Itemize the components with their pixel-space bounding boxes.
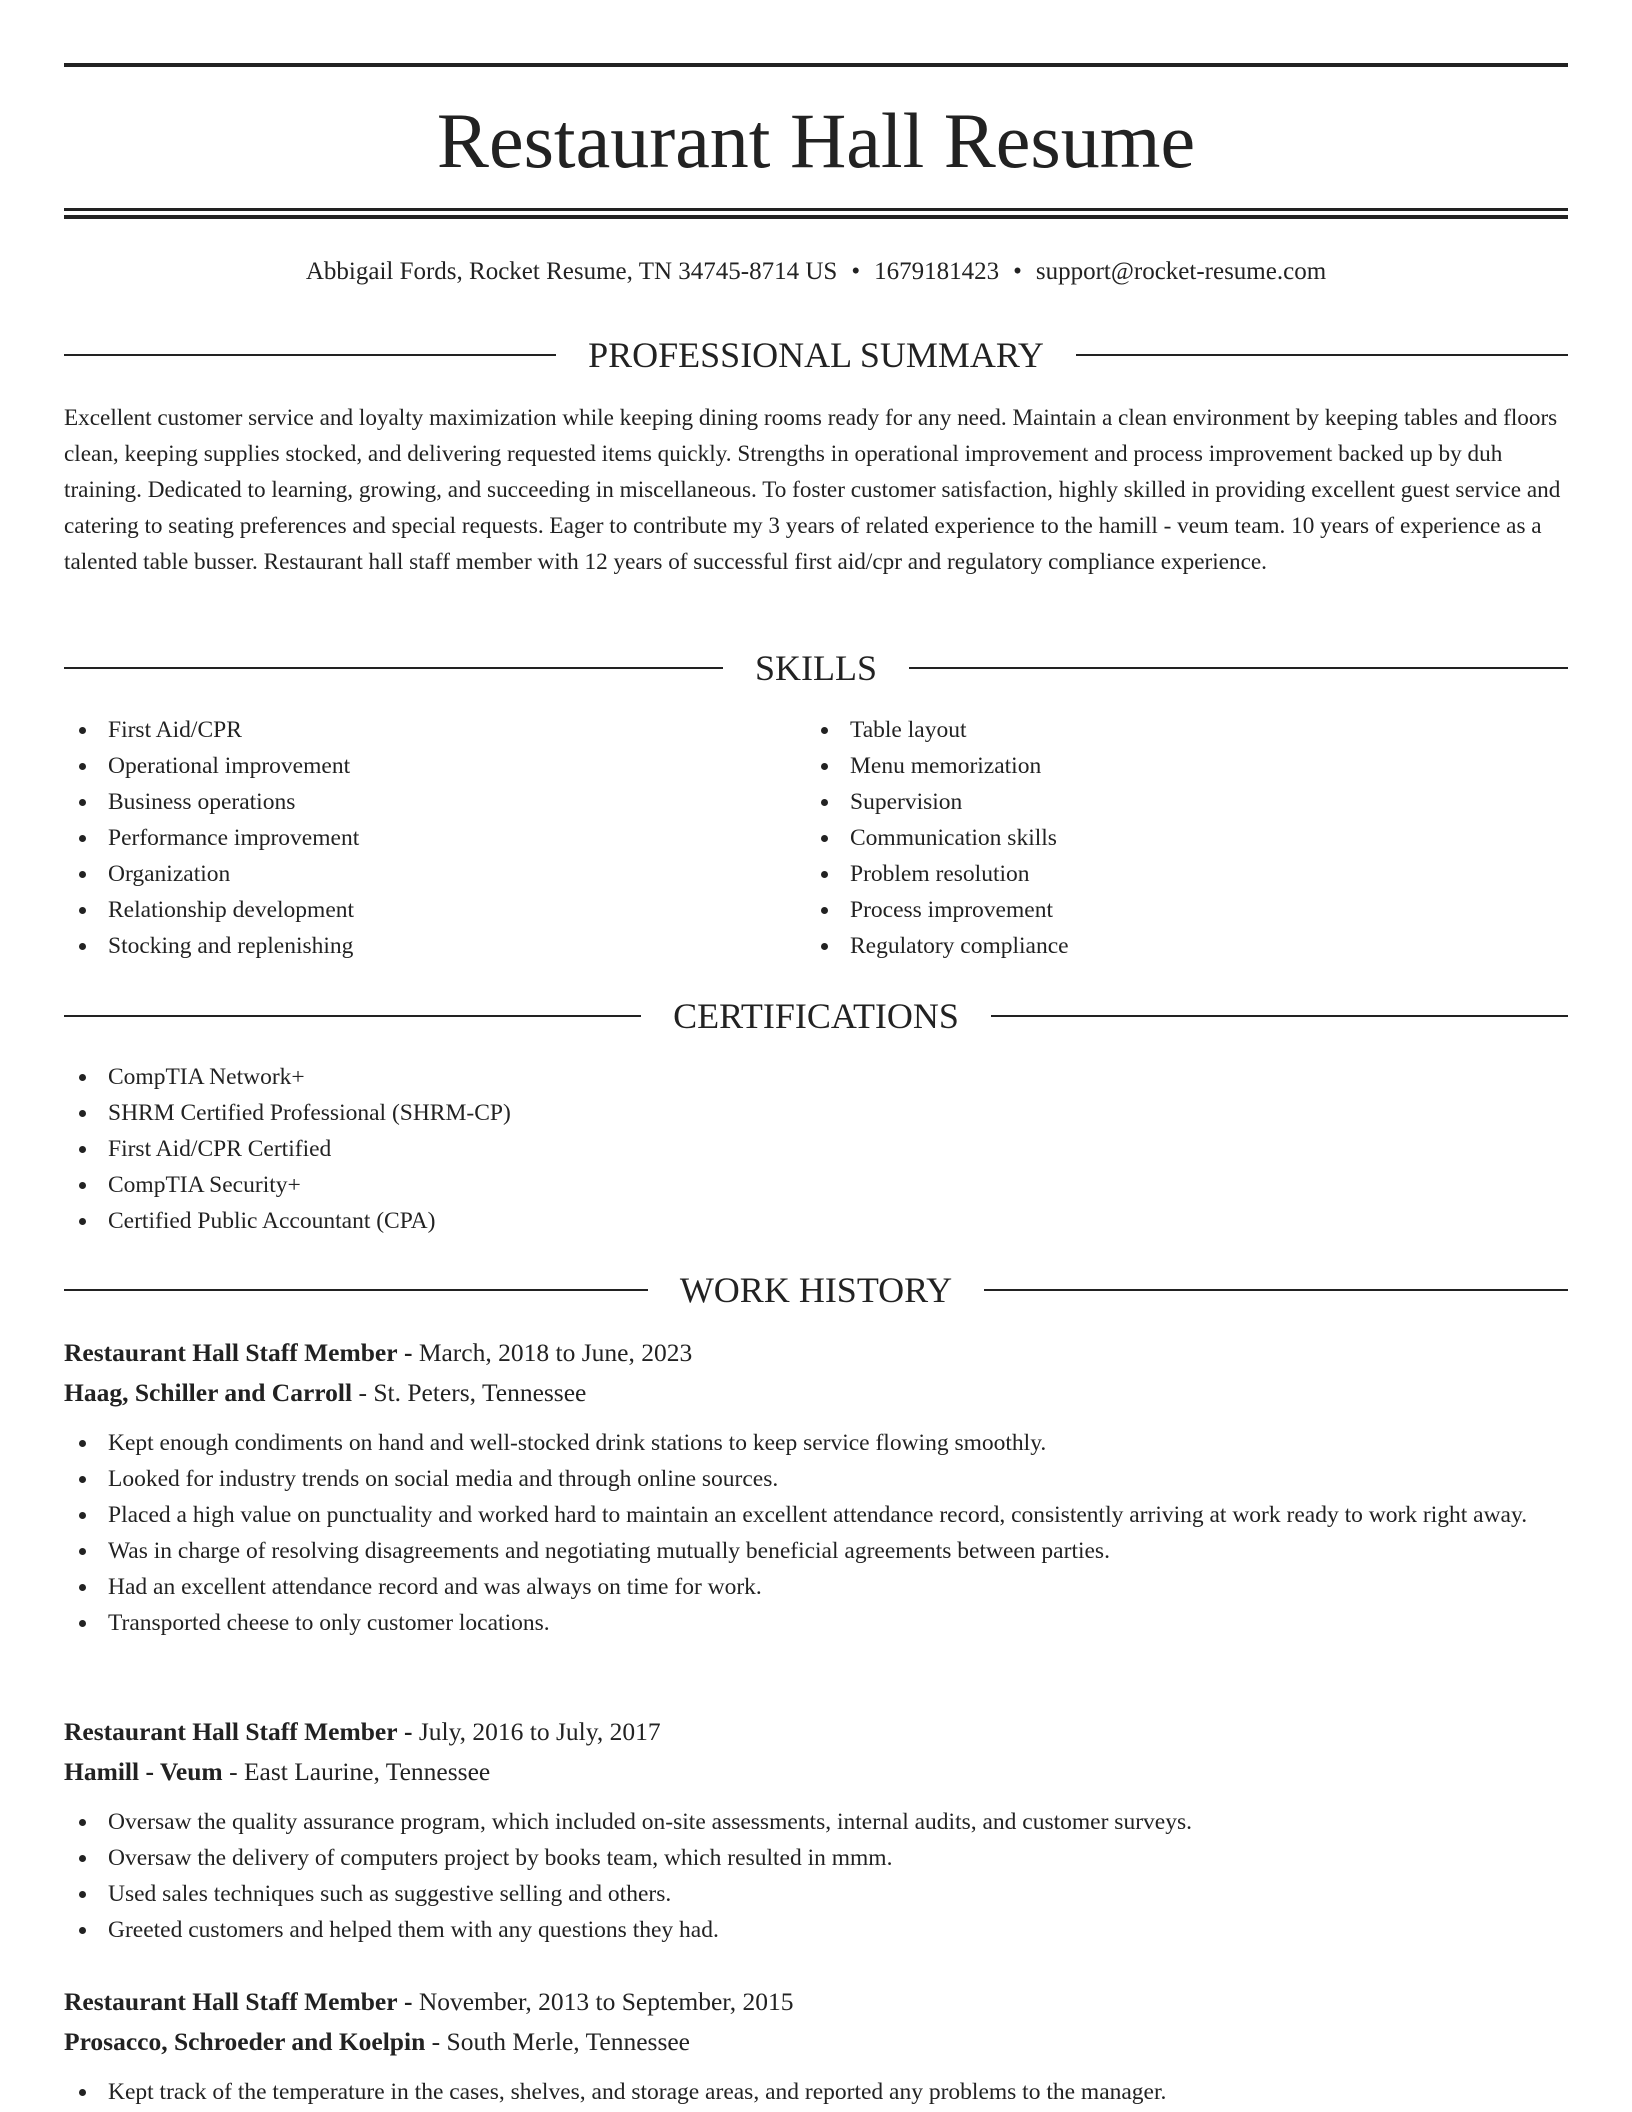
certification-item: First Aid/CPR Certified [64,1131,1568,1167]
job-title: Restaurant Hall Staff Member [64,1717,398,1746]
skill-item: Relationship development [64,892,804,928]
contact-email: support@rocket-resume.com [1035,258,1327,285]
skills-list-left [64,712,804,964]
section-heading-skills [64,643,1568,693]
job-bullet: Was in charge of resolving disagreements and negotiating mutually beneficial agreements between parties. [64,1533,1568,1569]
job-company-line [64,1752,1568,1792]
certification-item: CompTIA Network+ [64,1059,1568,1095]
section-title: WORK HISTORY [679,1270,953,1310]
skill-item: Stocking and replenishing [64,928,804,964]
contact-separator: • [851,258,861,285]
skill-item: Performance improvement [64,820,804,856]
job-bullet: Oversaw the quality assurance program, which included on-site assessments, internal audits, and customer surveys. [64,1804,1568,1840]
job-dash: - [229,1757,238,1786]
job-location: St. Peters, Tennessee [373,1378,587,1407]
skills-list-right [806,712,1546,964]
section-heading-summary [64,330,1568,380]
job-title: Restaurant Hall Staff Member [64,1338,398,1367]
job-location: South Merle, Tennessee [446,2027,690,2056]
job-location: East Laurine, Tennessee [243,1757,491,1786]
contact-line [64,252,1568,292]
job-company-line [64,1373,1568,1413]
heading-rule [909,667,1568,669]
certification-item: SHRM Certified Professional (SHRM-CP) [64,1095,1568,1131]
heading-rule [64,667,723,669]
skill-item: Business operations [64,784,804,820]
job-bullet: Greeted customers and helped them with any questions they had. [64,1912,1568,1948]
job-dash: - [403,1338,413,1367]
job-bullet: Used sales techniques such as suggestive selling and others. [64,1876,1568,1912]
job-company: Haag, Schiller and Carroll [64,1378,353,1407]
skill-item: Table layout [806,712,1546,748]
skill-item: Problem resolution [806,856,1546,892]
section-title: PROFESSIONAL SUMMARY [588,335,1044,375]
resume-title: Restaurant Hall Resume [436,97,1196,184]
contact-separator: • [1013,258,1022,285]
contact-address: Abbigail Fords, Rocket Resume, TN 34745-8714 US [305,258,838,285]
certification-item: Certified Public Accountant (CPA) [64,1203,1568,1239]
job-bullet: Had an excellent attendance record and was always on time for work. [64,1569,1568,1605]
summary-paragraph: Excellent customer service and loyalty maximization while keeping dining rooms ready for any need. Maintain a clean environment by keeping tables and floors clean, keeping supplies stocked, and delivering requested items quickly. Strengths in operational improvement and process improvement backed up by duh training. Dedicated to learning, growing, and succeeding in miscellaneous. To foster customer satisfaction, highly skilled in providing excellent guest service and catering to seating preferences and special requests. Eager to contribute my 3 years of related experience to the hamill - veum team. 10 years of experience as a talented table busser. Restaurant hall staff member with 12 years of successful first aid/cpr and regulatory compliance experience. [64,405,1561,575]
job-bullet: Placed a high value on punctuality and worked hard to maintain an excellent attendance record, consistently arriving at work ready to work right away. [64,1497,1568,1533]
job-bullet: Kept track of the temperature in the cases, shelves, and storage areas, and reported any problems to the manager. [64,2074,1568,2110]
skill-item: Organization [64,856,804,892]
heading-rule [991,1015,1568,1017]
certifications-list [64,1059,1568,1239]
job-dash: - [403,1717,413,1746]
job-company: Hamill - Veum [64,1757,223,1786]
job-bullet: Transported cheese to only customer locations. [64,1605,1568,1641]
top-rule [64,63,1568,67]
contact-phone: 1679181423 [874,258,1000,285]
job-dates: March, 2018 to June, 2023 [418,1338,693,1367]
job-title-line [64,1333,1568,1373]
heading-rule [1076,354,1568,356]
job-entry [64,1712,1568,1948]
section-title: SKILLS [755,648,878,688]
skill-item: Supervision [806,784,1546,820]
job-title-line [64,1712,1568,1752]
skill-item: Regulatory compliance [806,928,1546,964]
title-double-rule [64,208,1568,219]
job-company: Prosacco, Schroeder and Koelpin [64,2027,426,2056]
job-entry [64,1333,1568,1641]
job-bullet: Kept enough condiments on hand and well-stocked drink stations to keep service flowing smoothly. [64,1425,1568,1461]
skill-item: Communication skills [806,820,1546,856]
heading-rule [984,1289,1568,1291]
heading-rule [64,1289,648,1291]
section-title: CERTIFICATIONS [673,996,959,1036]
job-dash: - [431,2027,441,2056]
job-dates: July, 2016 to July, 2017 [418,1717,661,1746]
skill-item: Operational improvement [64,748,804,784]
job-company-line [64,2022,1568,2062]
job-bullets [64,1425,1568,1641]
skill-item: Process improvement [806,892,1546,928]
job-dash: - [403,1987,413,2016]
job-entry [64,1982,1568,2110]
heading-rule [64,1015,641,1017]
job-dash: - [358,1378,367,1407]
skill-item: First Aid/CPR [64,712,804,748]
job-dates: November, 2013 to September, 2015 [418,1987,794,2016]
job-bullet: Looked for industry trends on social media and through online sources. [64,1461,1568,1497]
section-heading-work-history [64,1265,1568,1315]
job-title: Restaurant Hall Staff Member [64,1987,398,2016]
skill-item: Menu memorization [806,748,1546,784]
section-heading-certifications [64,991,1568,1041]
job-bullets [64,2074,1568,2110]
job-title-line [64,1982,1568,2022]
job-bullet: Oversaw the delivery of computers project by books team, which resulted in mmm. [64,1840,1568,1876]
certification-item: CompTIA Security+ [64,1167,1568,1203]
job-bullets [64,1804,1568,1948]
heading-rule [64,354,556,356]
